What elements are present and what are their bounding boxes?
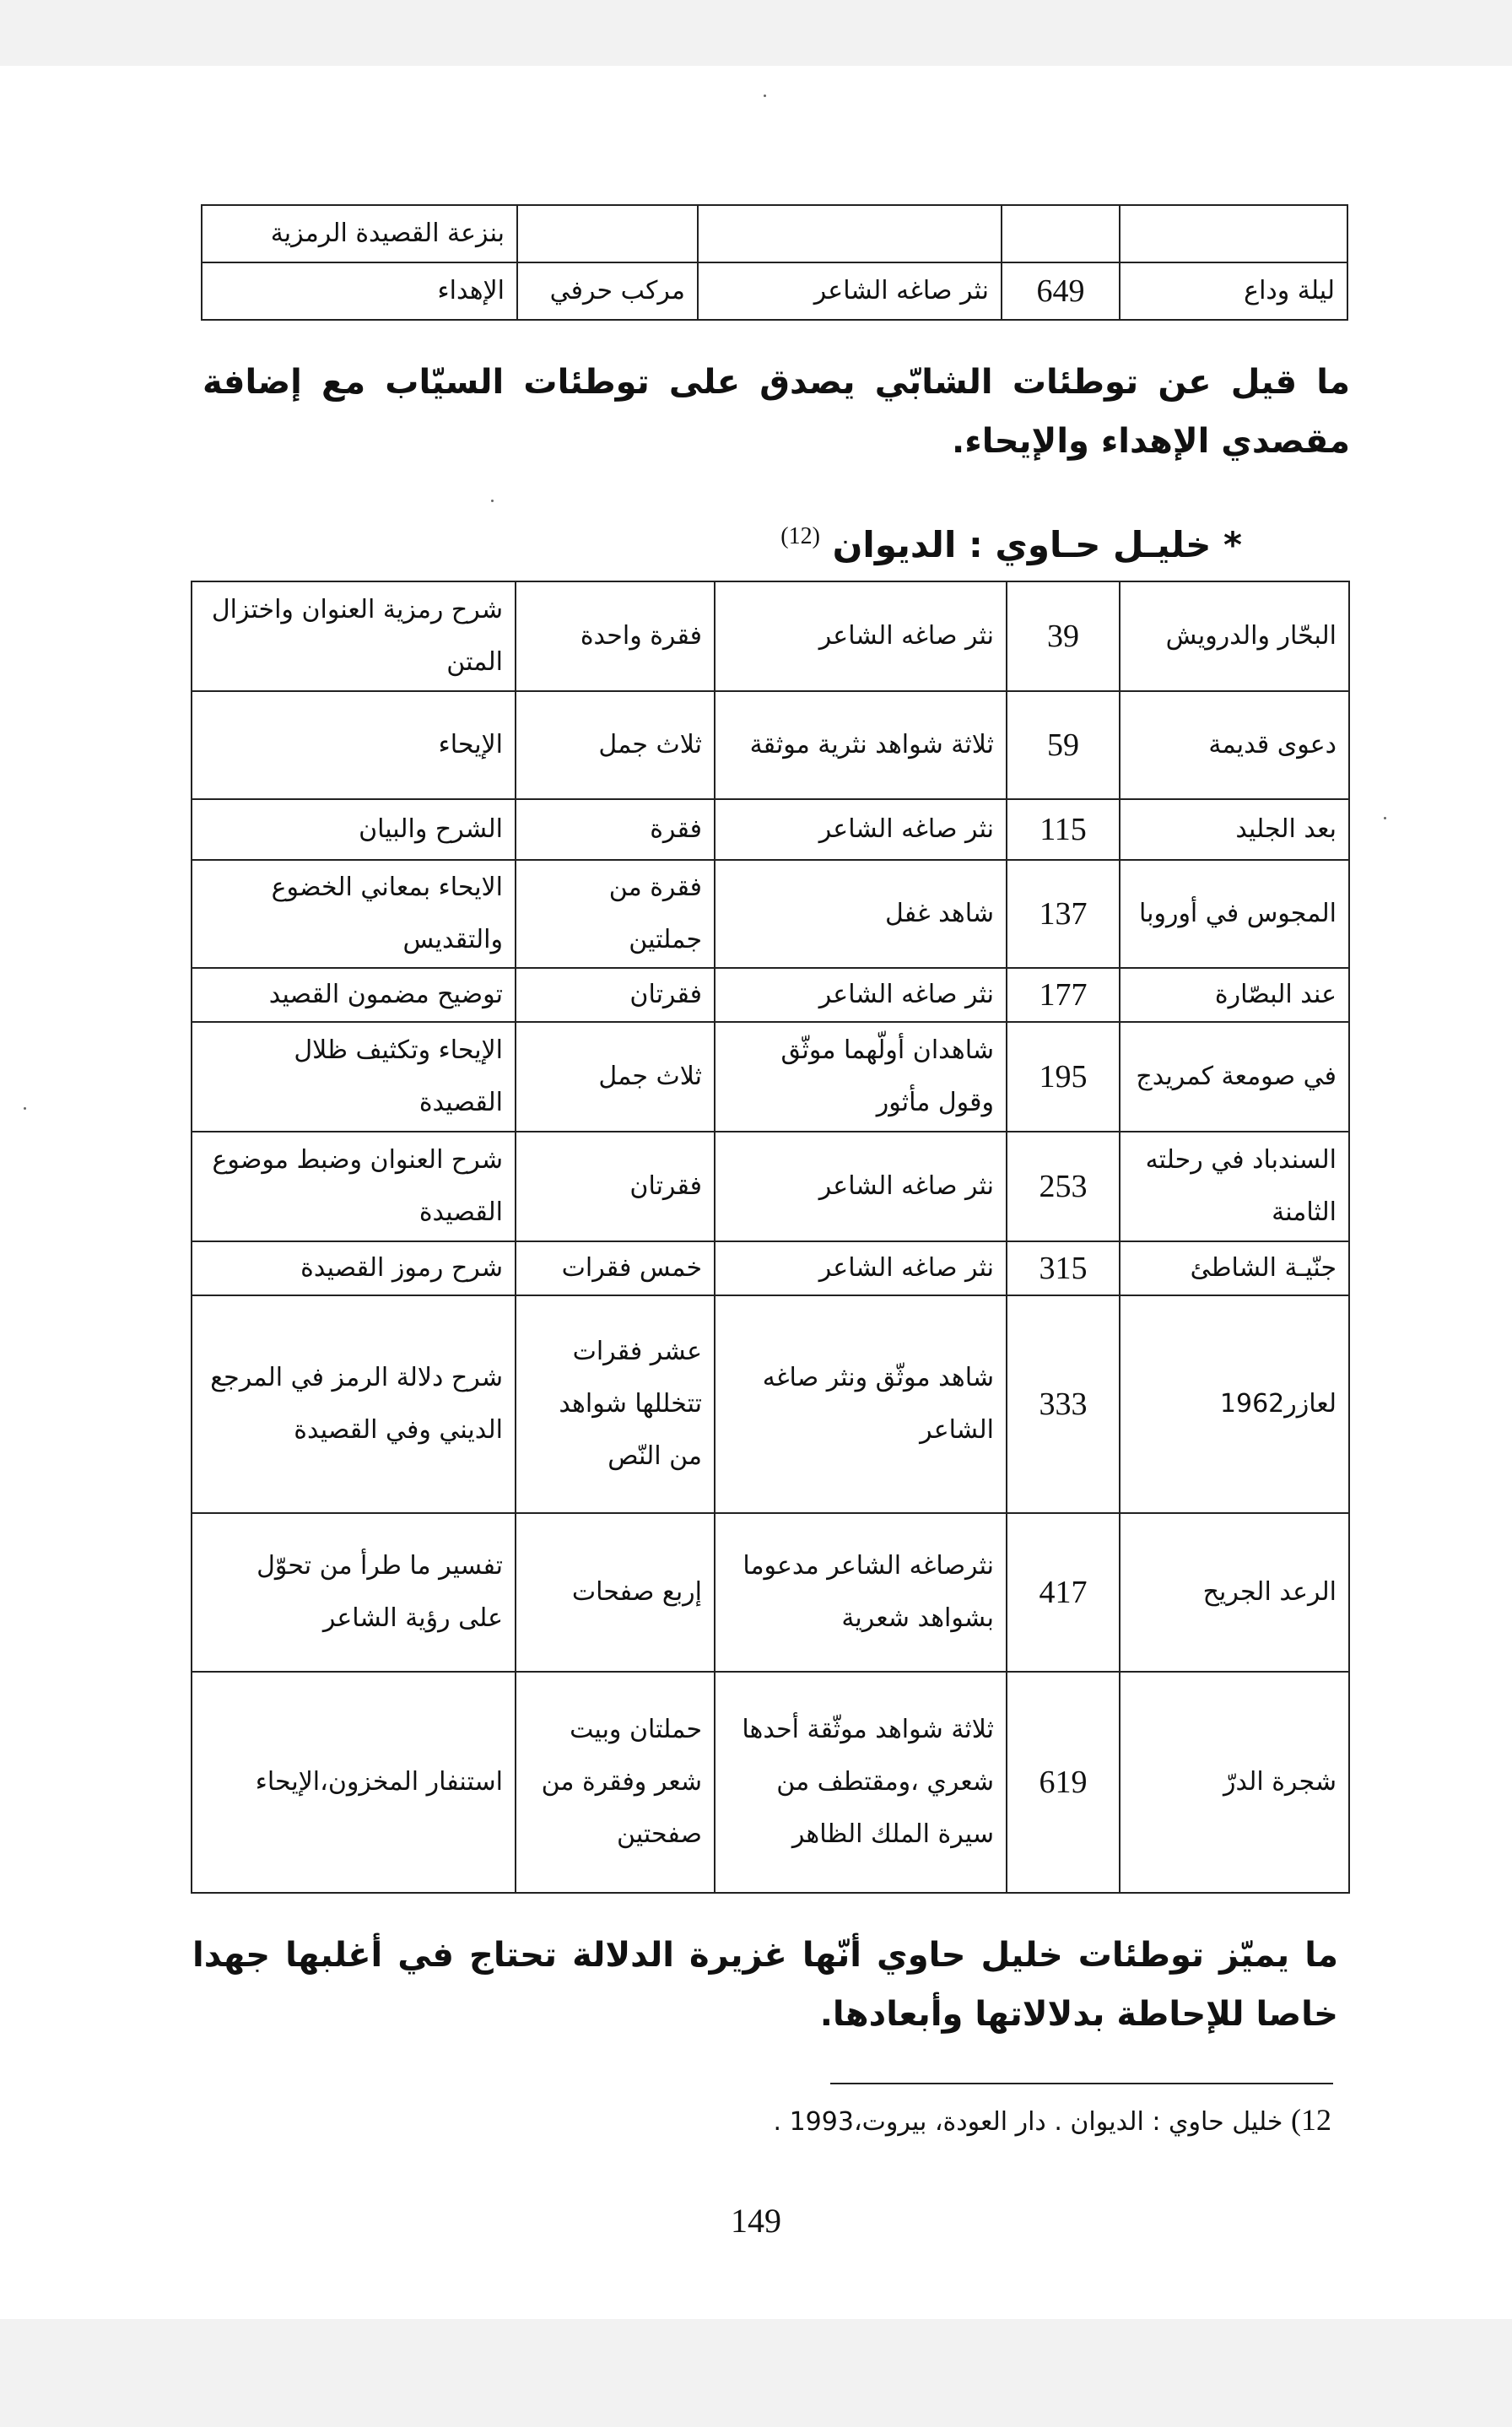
table-cell: فقرتان xyxy=(516,968,715,1022)
table-cell: الإيحاء xyxy=(192,691,516,799)
table-row xyxy=(192,581,1349,691)
scan-speck xyxy=(24,1107,26,1110)
paragraph-conclusion: ما يميّز توطئات خليل حاوي أنّها غزيرة الدلالة تحتاج في أغلبها جهدا خاصا للإحاطة بدلالاتها وأبعادها. xyxy=(192,1936,1338,2034)
table-row xyxy=(192,1672,1349,1893)
top-table xyxy=(201,204,1348,321)
table-cell: 39 xyxy=(1007,581,1120,691)
table-cell: 649 xyxy=(1002,262,1120,320)
table-cell: 137 xyxy=(1007,860,1120,968)
main-table-container xyxy=(192,581,1350,1894)
table-cell: حملتان وبيت شعر وفقرة من صفحتين xyxy=(516,1672,715,1893)
table-cell xyxy=(517,205,698,262)
table-cell: شرح رمزية العنوان واختزال المتن xyxy=(192,581,516,691)
table-cell: المجوس في أوروبا xyxy=(1120,860,1349,968)
table-cell: بنزعة القصيدة الرمزية xyxy=(202,205,517,262)
table-cell: ثلاثة شواهد موثّقة أحدها شعري ،ومقتطف من سيرة الملك الظاهر xyxy=(715,1672,1007,1893)
table-cell: فقرة واحدة xyxy=(516,581,715,691)
table-cell: جنّيـة الشاطئ xyxy=(1120,1241,1349,1295)
table-cell: عشر فقرات تتخللها شواهد من النّص xyxy=(516,1295,715,1513)
table-cell: الايحاء بمعاني الخضوع والتقديس xyxy=(192,860,516,968)
table-cell xyxy=(1002,205,1120,262)
table-row xyxy=(192,1132,1349,1241)
table-cell xyxy=(698,205,1002,262)
table-cell: نثر صاغه الشاعر xyxy=(715,799,1007,860)
table-cell: الإهداء xyxy=(202,262,517,320)
scan-speck xyxy=(1384,817,1386,819)
table-cell: شاهد غفل xyxy=(715,860,1007,968)
table-cell: 417 xyxy=(1007,1513,1120,1672)
table-cell: توضيح مضمون القصيد xyxy=(192,968,516,1022)
table-cell: 115 xyxy=(1007,799,1120,860)
table-cell: 333 xyxy=(1007,1295,1120,1513)
table-cell: 253 xyxy=(1007,1132,1120,1241)
table-cell: ثلاث جمل xyxy=(516,1022,715,1132)
footnote-ref: (12) xyxy=(780,523,820,549)
table-cell: شرح العنوان وضبط موضوع القصيدة xyxy=(192,1132,516,1241)
table-cell: فقرة xyxy=(516,799,715,860)
table-row xyxy=(192,860,1349,968)
table-cell: دعوى قديمة xyxy=(1120,691,1349,799)
table-cell: الرعد الجريح xyxy=(1120,1513,1349,1672)
table-cell: عند البصّارة xyxy=(1120,968,1349,1022)
table-cell: 177 xyxy=(1007,968,1120,1022)
main-table-body xyxy=(192,581,1349,1893)
scan-speck xyxy=(491,500,494,502)
footnote-number: 12) xyxy=(1291,2103,1331,2137)
table-cell: 619 xyxy=(1007,1672,1120,1893)
section-heading xyxy=(780,503,1242,579)
top-table-container xyxy=(202,204,1348,321)
table-row xyxy=(192,968,1349,1022)
table-cell: نثر صاغه الشاعر xyxy=(715,1241,1007,1295)
table-cell: نثر صاغه الشاعر xyxy=(715,581,1007,691)
table-row xyxy=(192,691,1349,799)
table-row xyxy=(202,262,1347,320)
footnote-divider xyxy=(830,2083,1333,2084)
table-row xyxy=(192,1513,1349,1672)
table-cell: خمس فقرات xyxy=(516,1241,715,1295)
table-row xyxy=(192,799,1349,860)
table-cell: تفسير ما طرأ من تحوّل على رؤية الشاعر xyxy=(192,1513,516,1672)
table-cell: نثرصاغه الشاعر مدعوما بشواهد شعرية xyxy=(715,1513,1007,1672)
table-cell: نثر صاغه الشاعر xyxy=(715,968,1007,1022)
table-cell: نثر صاغه الشاعر xyxy=(698,262,1002,320)
page-number: 149 xyxy=(731,2202,781,2240)
table-row xyxy=(192,1295,1349,1513)
table-row xyxy=(202,205,1347,262)
paragraph-intro: ما قيل عن توطئات الشابّي يصدق على توطئات السيّاب مع إضافة مقصدي الإهداء والإيحاء. xyxy=(202,363,1350,461)
main-table xyxy=(191,581,1350,1894)
section-heading-text: * خليـل حـاوي : الديوان xyxy=(832,524,1242,565)
top-table-body xyxy=(202,205,1347,320)
table-cell: شرح رموز القصيدة xyxy=(192,1241,516,1295)
table-row xyxy=(192,1241,1349,1295)
table-cell: ليلة وداع xyxy=(1120,262,1347,320)
table-cell: 59 xyxy=(1007,691,1120,799)
table-cell: الإيحاء وتكثيف ظلال القصيدة xyxy=(192,1022,516,1132)
table-cell: مركب حرفي xyxy=(517,262,698,320)
table-cell: شاهدان أولّهما موثّق وقول مأثور xyxy=(715,1022,1007,1132)
table-row xyxy=(192,1022,1349,1132)
table-cell: بعد الجليد xyxy=(1120,799,1349,860)
table-cell: 315 xyxy=(1007,1241,1120,1295)
table-cell: شاهد موثّق ونثر صاغه الشاعر xyxy=(715,1295,1007,1513)
table-cell xyxy=(1120,205,1347,262)
table-cell: في صومعة كمريدج xyxy=(1120,1022,1349,1132)
table-cell: فقرتان xyxy=(516,1132,715,1241)
table-cell: استنفار المخزون،الإيحاء xyxy=(192,1672,516,1893)
table-cell: ثلاث جمل xyxy=(516,691,715,799)
scan-speck xyxy=(764,95,766,97)
table-cell: 195 xyxy=(1007,1022,1120,1132)
table-cell: لعازر1962 xyxy=(1120,1295,1349,1513)
table-cell: ثلاثة شواهد نثرية موثقة xyxy=(715,691,1007,799)
table-cell: فقرة من جملتين xyxy=(516,860,715,968)
table-cell: إربع صفحات xyxy=(516,1513,715,1672)
footnote xyxy=(774,2096,1331,2146)
footnote-text: خليل حاوي : الديوان . دار العودة، بيروت،1993 . xyxy=(773,2107,1283,2137)
table-cell: نثر صاغه الشاعر xyxy=(715,1132,1007,1241)
table-cell: البحّار والدرويش xyxy=(1120,581,1349,691)
table-cell: السندباد في رحلته الثامنة xyxy=(1120,1132,1349,1241)
table-cell: الشرح والبيان xyxy=(192,799,516,860)
table-cell: شجرة الدرّ xyxy=(1120,1672,1349,1893)
table-cell: شرح دلالة الرمز في المرجع الديني وفي القصيدة xyxy=(192,1295,516,1513)
